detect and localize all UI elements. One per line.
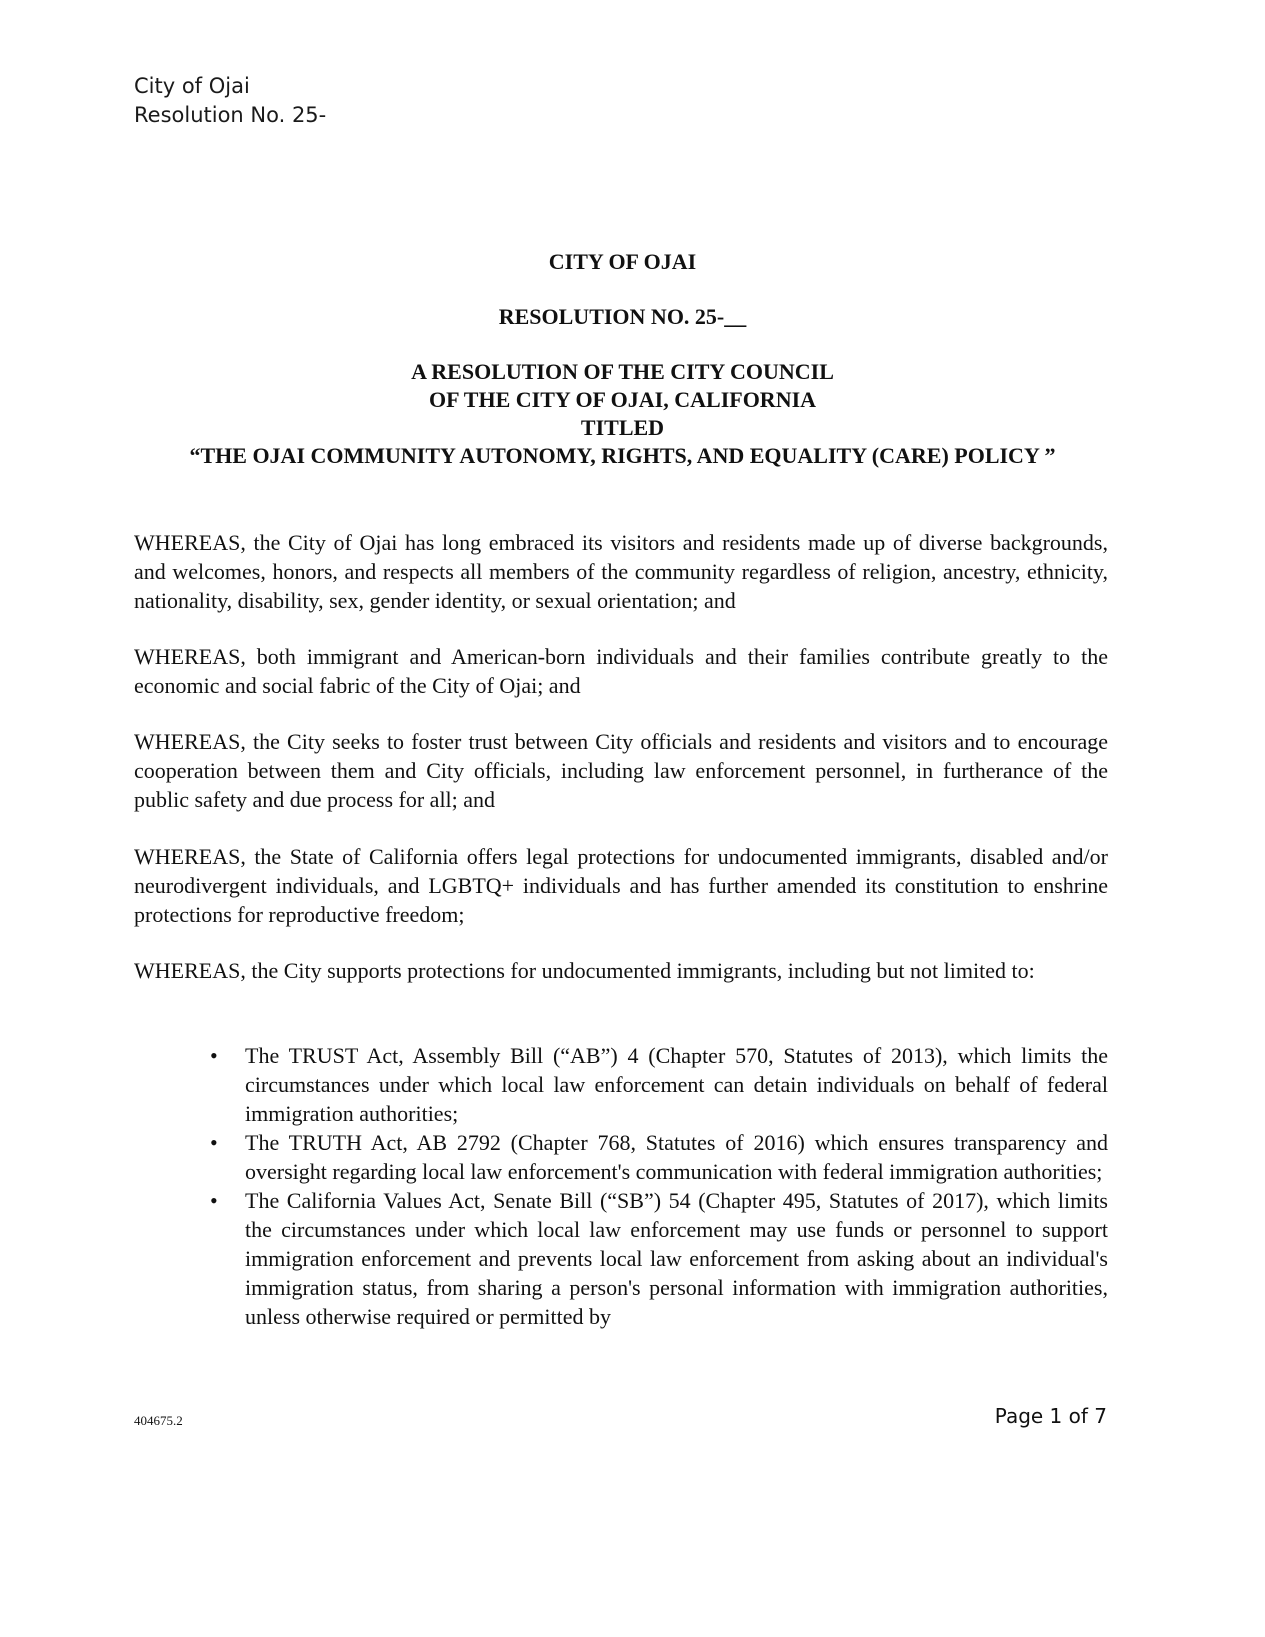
title-city: CITY OF OJAI [548,249,697,274]
whereas-paragraph-2: WHEREAS, both immigrant and American-born individuals and their families contribute greatly to the economic and social fabric of the City of Ojai; and [134,644,1108,698]
header-city: City of Ojai [134,74,250,98]
list-item-text: The TRUST Act, Assembly Bill (“AB”) 4 (Chapter 570, Statutes of 2013), which limits the circumstances under which local law enforcement can detain individuals on behalf of federal immigration authorities; [245,1043,1108,1126]
document-header [134,72,326,130]
whereas-paragraph-5: WHEREAS, the City supports protections for undocumented immigrants, including but not limited to: [134,958,1035,983]
list-item [210,1128,1108,1186]
whereas-paragraph-1: WHEREAS, the City of Ojai has long embraced its visitors and residents made up of diverse backgrounds, and welcomes, honors, and respects all members of the community regardless of religion, ancestry, ethnicity, nationality, disability, sex, gender identity, or sexual orientation; and [134,530,1108,613]
list-item-text: The California Values Act, Senate Bill (“SB”) 54 (Chapter 495, Statutes of 2017), which limits the circumstances under which local law enforcement may use funds or personnel to support immigration enforcement and prevents local law enforcement from asking about an individual's immigration status, from sharing a person's personal information with immigration authorities, unless otherwise required or permitted by [245,1188,1108,1329]
protections-list [210,1041,1108,1331]
header-resolution-number: Resolution No. 25- [134,103,327,127]
whereas-paragraph-4: WHEREAS, the State of California offers legal protections for undocumented immigrants, disabled and/or neurodivergent individuals, and LGBTQ+ individuals and has further amended its constitution to enshrine protections for reproductive freedom; [134,844,1108,927]
bullet-icon: • [210,1188,218,1213]
title-heading-line-4: “THE OJAI COMMUNITY AUTONOMY, RIGHTS, AND EQUALITY (CARE) POLICY ” [189,443,1056,468]
whereas-paragraph-3: WHEREAS, the City seeks to foster trust between City officials and residents and visitors and to encourage cooperation between them and City officials, including law enforcement personnel, in furtherance of the public safety and due process for all; and [134,729,1108,812]
list-item-text: The TRUTH Act, AB 2792 (Chapter 768, Statutes of 2016) which ensures transparency and oversight regarding local law enforcement's communication with federal immigration authorities; [245,1130,1108,1184]
title-heading-line-1: A RESOLUTION OF THE CITY COUNCIL [411,359,834,384]
list-item [210,1186,1108,1331]
title-heading-line-2: OF THE CITY OF OJAI, CALIFORNIA [428,387,817,412]
title-resolution-number: RESOLUTION NO. 25-__ [498,304,747,329]
title-resolution-heading [0,358,1245,470]
bullet-icon: • [210,1130,218,1155]
list-item [210,1041,1108,1128]
title-heading-line-3: TITLED [580,415,665,440]
page-number: Page 1 of 7 [994,1404,1107,1428]
document-id: 404675.2 [134,1413,183,1428]
bullet-icon: • [210,1043,218,1068]
